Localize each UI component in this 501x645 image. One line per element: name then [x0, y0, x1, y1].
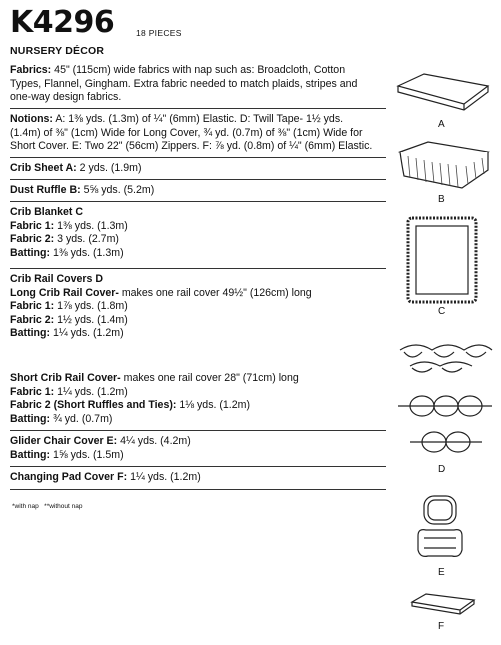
batting-value: ¾ yd. (0.7m) — [52, 412, 113, 425]
long-rail-label: Long Crib Rail Cover- — [10, 286, 119, 299]
glider-section — [10, 435, 386, 462]
dust-ruffle-section — [10, 184, 386, 198]
changing-pad-value: 1¼ yds. (1.2m) — [130, 471, 201, 483]
fabrics-line3: one-way design fabrics. — [10, 91, 122, 104]
footnote-with-nap: *with nap — [12, 503, 39, 510]
notions-line3: Short Cover. E: Two 22" (56cm) Zippers. F: ⅞ yd. (0.8m) of ¼" (6mm) Elastic. — [10, 140, 373, 153]
fabric2-value: 3 yds. (2.7m) — [57, 233, 119, 246]
fabrics-label: Fabrics: — [10, 64, 52, 76]
fabric1-label: Fabric 1: — [10, 219, 55, 232]
fabric2-label: Fabric 2: — [10, 313, 55, 326]
fabric2-label: Fabric 2: — [10, 233, 55, 246]
crib-blanket-section — [10, 206, 386, 260]
dust-ruffle-value: 5⅝ yds. (5.2m) — [83, 184, 155, 196]
crib-rail-title: Crib Rail Covers D — [10, 273, 104, 285]
changing-pad-illustration — [408, 592, 478, 616]
footnote-without-nap: **without nap — [44, 503, 83, 510]
divider — [10, 268, 386, 269]
divider — [10, 430, 386, 431]
fabrics-section — [10, 64, 386, 105]
batting-label: Batting: — [10, 448, 51, 461]
crib-sheet-label: Crib Sheet A: — [10, 162, 77, 174]
pieces-count: 18 PIECES — [136, 28, 182, 38]
fabric2-value: 1½ yds. (1.4m) — [57, 313, 128, 326]
divider — [10, 466, 386, 467]
label-d: D — [438, 464, 446, 475]
fabric1-label: Fabric 1: — [10, 385, 55, 398]
glider-label: Glider Chair Cover E: — [10, 435, 118, 447]
divider — [10, 201, 386, 202]
fabrics-line1: 45" (115cm) wide fabrics with nap such as: Broadcloth, Cotton — [54, 64, 346, 76]
fabric2-value: 1⅛ yds. (1.2m) — [179, 399, 250, 412]
notions-label: Notions: — [10, 113, 53, 125]
changing-pad-label: Changing Pad Cover F: — [10, 471, 128, 483]
batting-value: 1¼ yds. (1.2m) — [52, 327, 124, 340]
glider-cover-illustration — [410, 492, 470, 564]
batting-label: Batting: — [10, 412, 51, 425]
crib-blanket-illustration — [404, 214, 480, 306]
crib-rail-section — [10, 273, 386, 341]
label-f: F — [438, 621, 445, 632]
short-rail-section — [10, 372, 386, 426]
footnote — [12, 503, 82, 510]
label-c: C — [438, 306, 446, 317]
dust-ruffle-illustration — [392, 136, 492, 192]
short-rail-desc: makes one rail cover 28" (71cm) long — [123, 372, 299, 384]
crib-sheet-value: 2 yds. (1.9m) — [79, 162, 142, 174]
batting-value: 1⅝ yds. (1.5m) — [52, 448, 124, 461]
divider — [10, 489, 386, 490]
crib-sheet-section — [10, 162, 386, 176]
short-rail-label: Short Crib Rail Cover- — [10, 372, 121, 384]
divider — [10, 179, 386, 180]
divider — [10, 108, 386, 109]
notions-line1: A: 1⅜ yds. (1.3m) of ¼" (6mm) Elastic. D: Twill Tape- 1½ yds. — [55, 113, 344, 125]
fabrics-line2: Types, Flannel, Gingham. Extra fabric needed to match plaids, stripes and — [10, 77, 358, 90]
label-b: B — [438, 194, 445, 205]
fabric2-label: Fabric 2 (Short Ruffles and Ties): — [10, 399, 177, 412]
fabric1-label: Fabric 1: — [10, 300, 55, 313]
pattern-number: K4296 — [10, 5, 115, 40]
batting-value: 1⅜ yds. (1.3m) — [52, 246, 124, 259]
crib-blanket-title: Crib Blanket C — [10, 206, 83, 218]
fabric1-value: 1⅜ yds. (1.3m) — [57, 219, 128, 232]
batting-label: Batting: — [10, 246, 51, 259]
fabric1-value: 1¼ yds. (1.2m) — [57, 385, 128, 398]
fabric1-value: 1⅞ yds. (1.8m) — [57, 300, 128, 313]
notions-line2: (1.4m) of ⅜" (1cm) Wide for Long Cover, ¾ yd. (0.7m) of ⅜" (1cm) Wide for — [10, 126, 363, 139]
pattern-subtitle: NURSERY DÉCOR — [10, 45, 105, 57]
changing-pad-section — [10, 471, 386, 485]
batting-label: Batting: — [10, 327, 51, 340]
divider — [10, 157, 386, 158]
crib-sheet-illustration — [392, 68, 492, 116]
long-rail-desc: makes one rail cover 49½" (126cm) long — [121, 286, 312, 299]
notions-section — [10, 113, 386, 154]
crib-rail-illustration — [396, 338, 496, 462]
dust-ruffle-label: Dust Ruffle B: — [10, 184, 81, 196]
label-e: E — [438, 567, 445, 578]
label-a: A — [438, 119, 445, 130]
glider-value: 4¼ yds. (4.2m) — [120, 435, 191, 447]
